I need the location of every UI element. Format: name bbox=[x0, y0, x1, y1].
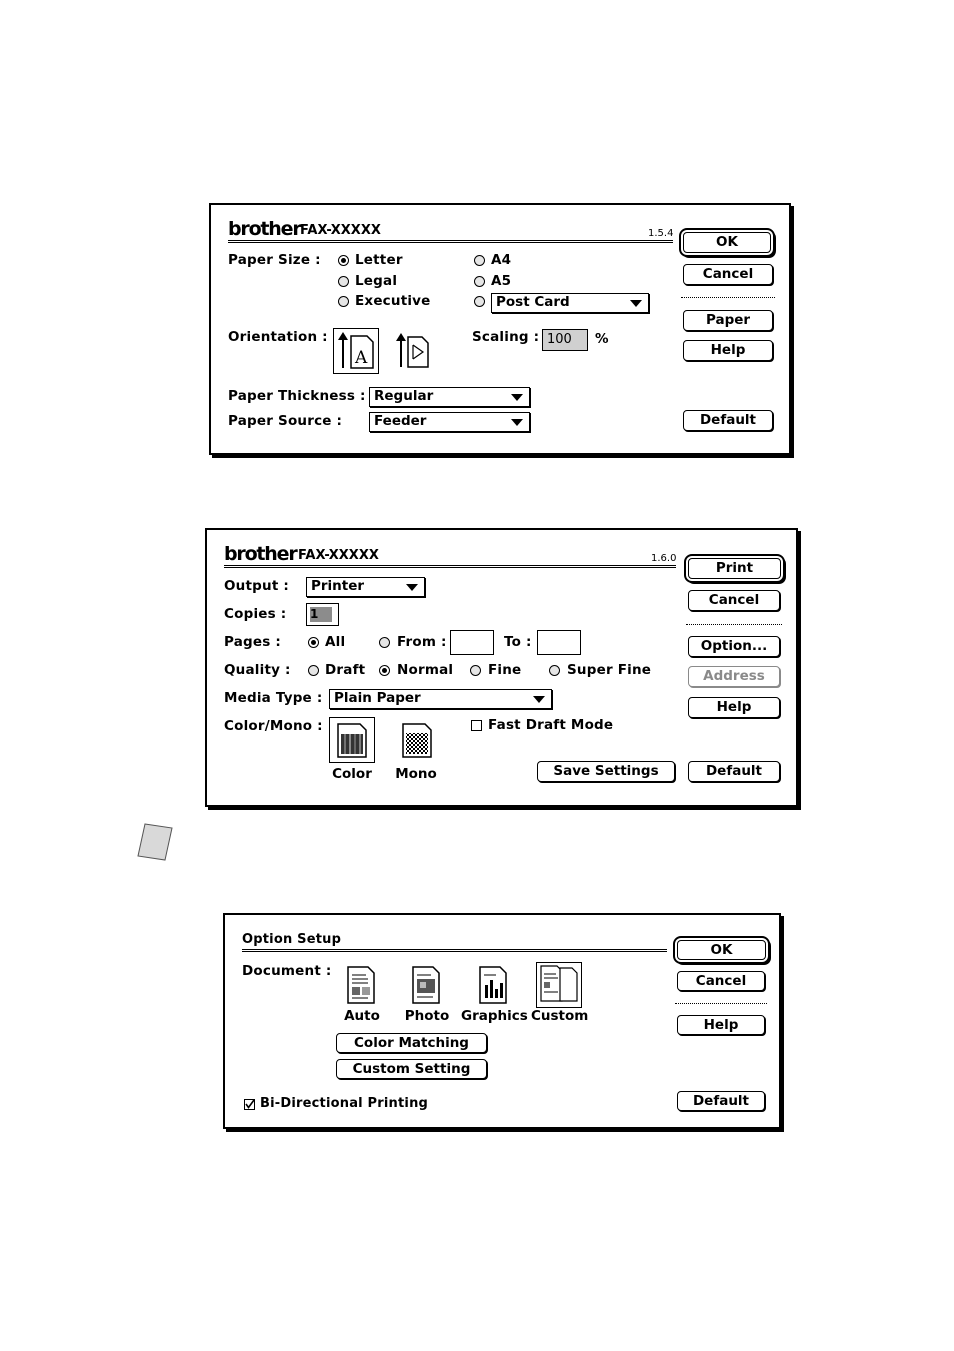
radio-pages-all-label[interactable]: All bbox=[325, 634, 346, 650]
output-label: Output : bbox=[224, 578, 289, 594]
checkmark-icon bbox=[244, 1099, 255, 1110]
pages-from-label: From : bbox=[397, 634, 447, 650]
paper-thickness-label: Paper Thickness : bbox=[228, 388, 366, 404]
address-button: Address bbox=[688, 666, 780, 687]
radio-quality-draft[interactable] bbox=[308, 665, 319, 676]
paper-size-label: Paper Size : bbox=[228, 252, 321, 268]
photo-document-icon[interactable] bbox=[409, 965, 445, 1005]
quality-label: Quality : bbox=[224, 662, 291, 678]
radio-pages-range[interactable] bbox=[379, 637, 390, 648]
version-label: 1.5.4 bbox=[648, 228, 674, 239]
bidirectional-checkbox[interactable] bbox=[244, 1099, 255, 1110]
paper-thickness-value: Regular bbox=[374, 388, 434, 404]
mono-caption: Mono bbox=[395, 766, 437, 782]
chevron-down-icon bbox=[406, 584, 418, 591]
chevron-down-icon bbox=[511, 419, 523, 426]
title-divider bbox=[228, 240, 673, 243]
radio-a4[interactable] bbox=[474, 255, 485, 266]
help-button[interactable]: Help bbox=[688, 697, 780, 718]
radio-quality-fine-label[interactable]: Fine bbox=[488, 662, 522, 678]
scaling-label: Scaling : bbox=[472, 329, 540, 345]
svg-text:A: A bbox=[355, 348, 368, 368]
radio-executive[interactable] bbox=[338, 296, 349, 307]
graphics-document-icon[interactable] bbox=[476, 965, 512, 1005]
paper-thickness-popup[interactable] bbox=[369, 387, 530, 407]
ok-button[interactable]: OK bbox=[683, 232, 771, 253]
radio-legal[interactable] bbox=[338, 276, 349, 287]
auto-caption: Auto bbox=[344, 1008, 380, 1024]
pages-to-label: To : bbox=[504, 634, 532, 650]
landscape-orientation-icon[interactable] bbox=[394, 331, 434, 371]
chevron-down-icon bbox=[533, 696, 545, 703]
print-button[interactable]: Print bbox=[688, 558, 781, 579]
color-caption: Color bbox=[332, 766, 372, 782]
help-button[interactable]: Help bbox=[677, 1015, 765, 1035]
custom-setting-button[interactable]: Custom Setting bbox=[336, 1059, 487, 1079]
copies-input[interactable] bbox=[306, 603, 339, 626]
brand-logo: brother bbox=[228, 218, 301, 240]
media-type-popup[interactable] bbox=[329, 689, 552, 709]
radio-executive-label[interactable]: Executive bbox=[355, 293, 431, 309]
radio-quality-normal-label[interactable]: Normal bbox=[397, 662, 454, 678]
radio-a5[interactable] bbox=[474, 276, 485, 287]
custom-size-popup[interactable] bbox=[491, 293, 649, 313]
pages-from-input[interactable] bbox=[450, 630, 494, 655]
version-label: 1.6.0 bbox=[651, 553, 677, 564]
mono-print-icon[interactable] bbox=[397, 720, 437, 760]
chevron-down-icon bbox=[630, 300, 642, 307]
media-type-value: Plain Paper bbox=[334, 690, 421, 706]
output-popup[interactable] bbox=[306, 577, 425, 597]
fast-draft-label[interactable]: Fast Draft Mode bbox=[488, 717, 614, 733]
scaling-input[interactable]: 100 bbox=[542, 329, 588, 351]
custom-size-value: Post Card bbox=[496, 294, 570, 310]
portrait-orientation-icon[interactable] bbox=[333, 328, 379, 374]
custom-caption: Custom bbox=[531, 1008, 589, 1024]
model-name: FAX-XXXXX bbox=[300, 223, 381, 238]
button-separator bbox=[681, 297, 775, 298]
paper-source-value: Feeder bbox=[374, 413, 427, 429]
output-value: Printer bbox=[311, 578, 365, 594]
cancel-button[interactable]: Cancel bbox=[683, 264, 773, 285]
button-separator bbox=[675, 1003, 767, 1004]
paper-button[interactable]: Paper bbox=[683, 310, 773, 331]
radio-pages-all[interactable] bbox=[308, 637, 319, 648]
color-print-icon[interactable] bbox=[329, 717, 375, 763]
copies-value: 1 bbox=[310, 607, 332, 622]
pages-to-input[interactable] bbox=[537, 630, 581, 655]
page-setup-dialog bbox=[209, 203, 791, 455]
dialog-title: Option Setup bbox=[242, 932, 342, 947]
title-divider bbox=[224, 565, 676, 568]
radio-a4-label[interactable]: A4 bbox=[491, 252, 512, 268]
title-divider bbox=[242, 949, 667, 952]
option-button[interactable]: Option... bbox=[688, 636, 780, 657]
radio-letter-label[interactable]: Letter bbox=[355, 252, 403, 268]
scaling-unit: % bbox=[595, 331, 609, 347]
radio-custom-size[interactable] bbox=[474, 296, 485, 307]
photo-caption: Photo bbox=[404, 1008, 450, 1024]
radio-legal-label[interactable]: Legal bbox=[355, 273, 398, 289]
orientation-label: Orientation : bbox=[228, 329, 328, 345]
cancel-button[interactable]: Cancel bbox=[688, 590, 780, 611]
radio-letter[interactable] bbox=[338, 255, 349, 266]
paper-source-popup[interactable] bbox=[369, 412, 530, 432]
note-icon bbox=[136, 822, 174, 862]
ok-button[interactable]: OK bbox=[677, 940, 766, 960]
radio-quality-super-fine[interactable] bbox=[549, 665, 560, 676]
save-settings-button[interactable]: Save Settings bbox=[537, 761, 675, 782]
paper-source-label: Paper Source : bbox=[228, 413, 343, 429]
document-label: Document : bbox=[242, 963, 332, 979]
custom-document-icon[interactable] bbox=[536, 962, 582, 1008]
help-button[interactable]: Help bbox=[683, 340, 773, 361]
radio-a5-label[interactable]: A5 bbox=[491, 273, 512, 289]
radio-quality-fine[interactable] bbox=[470, 665, 481, 676]
button-separator bbox=[686, 624, 782, 625]
copies-label: Copies : bbox=[224, 606, 287, 622]
auto-document-icon[interactable] bbox=[344, 965, 380, 1005]
color-mono-label: Color/Mono : bbox=[224, 718, 323, 734]
model-name: FAX-XXXXX bbox=[298, 548, 379, 563]
fast-draft-checkbox[interactable] bbox=[471, 720, 482, 731]
option-setup-dialog bbox=[223, 913, 781, 1129]
media-type-label: Media Type : bbox=[224, 690, 323, 706]
color-matching-button[interactable]: Color Matching bbox=[336, 1033, 487, 1053]
default-button[interactable]: Default bbox=[677, 1091, 765, 1111]
pages-label: Pages : bbox=[224, 634, 281, 650]
radio-quality-super-fine-label[interactable]: Super Fine bbox=[567, 662, 652, 678]
default-button[interactable]: Default bbox=[683, 410, 773, 431]
radio-quality-draft-label[interactable]: Draft bbox=[325, 662, 366, 678]
graphics-caption: Graphics bbox=[461, 1008, 528, 1024]
brand-logo: brother bbox=[224, 543, 297, 565]
print-dialog bbox=[205, 528, 798, 807]
cancel-button[interactable]: Cancel bbox=[677, 971, 765, 991]
default-button[interactable]: Default bbox=[688, 761, 780, 782]
chevron-down-icon bbox=[511, 394, 523, 401]
bidirectional-label[interactable]: Bi-Directional Printing bbox=[260, 1096, 429, 1111]
radio-quality-normal[interactable] bbox=[379, 665, 390, 676]
